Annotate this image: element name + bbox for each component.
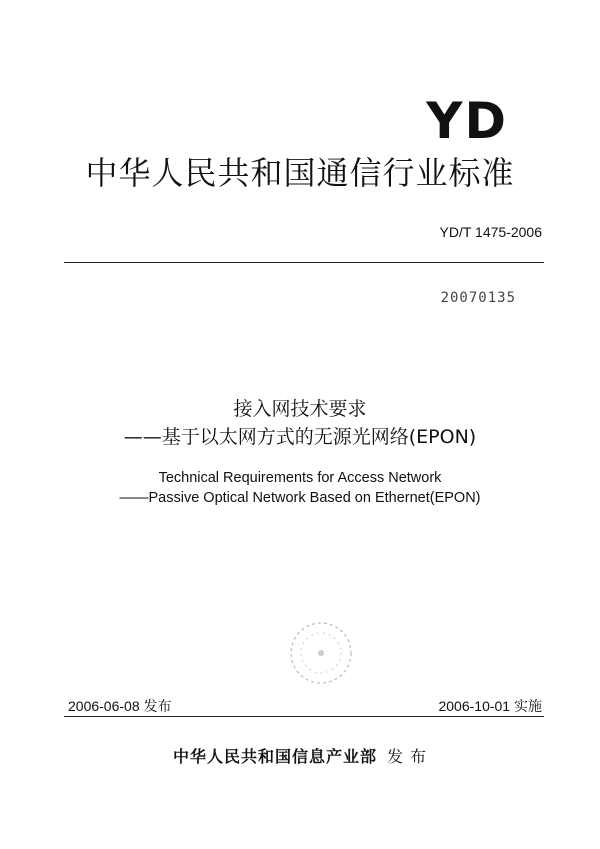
serial-stamp: 20070135	[440, 290, 516, 306]
top-divider	[64, 262, 544, 263]
issuer-name: 中华人民共和国信息产业部	[172, 747, 377, 766]
title-en-line2: ——Passive Optical Network Based on Ethernet(EPON)	[119, 490, 481, 506]
seal-stamp-icon	[286, 618, 356, 688]
standard-title: 中华人民共和国通信行业标准	[85, 154, 515, 192]
title-cn-line1: 接入网技术要求	[233, 398, 367, 420]
yd-logo: YD	[426, 92, 508, 150]
issuer	[0, 744, 600, 767]
release-date: 2006-06-08 发布	[68, 698, 172, 714]
implementation-date: 2006-10-01 实施	[438, 698, 542, 714]
bottom-divider	[64, 716, 544, 717]
title-cn-line2: ——基于以太网方式的无源光网络(EPON)	[123, 426, 477, 448]
title-en-line1: Technical Requirements for Access Network	[158, 470, 442, 486]
issuer-suffix: 发 布	[386, 747, 428, 766]
standard-number: YD/T 1475-2006	[439, 224, 542, 240]
